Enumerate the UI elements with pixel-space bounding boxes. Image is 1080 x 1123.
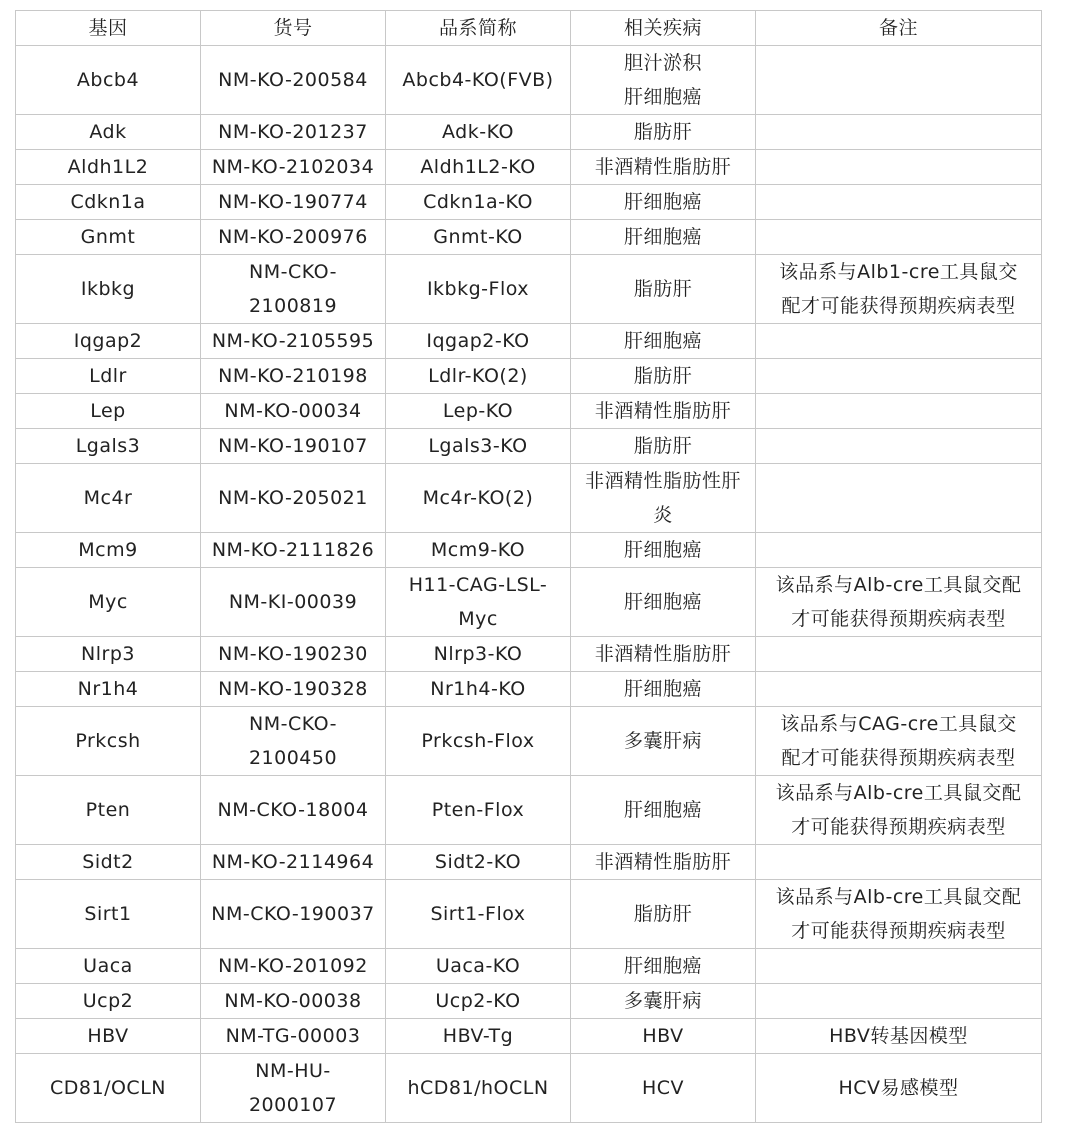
cell-gene: Iqgap2 [16, 324, 201, 359]
cell-gene: Aldh1L2 [16, 150, 201, 185]
cell-catalog: NM-KO-2105595 [201, 324, 386, 359]
table-row [16, 776, 1042, 845]
cell-catalog: NM-KO-200584 [201, 46, 386, 115]
cell-catalog: NM-KO-210198 [201, 359, 386, 394]
cell-strain: Lep-KO [386, 394, 571, 429]
table-body [16, 46, 1042, 1123]
cell-catalog: NM-KO-00034 [201, 394, 386, 429]
cell-catalog: NM-KO-190230 [201, 637, 386, 672]
cell-catalog: NM-HU- 2000107 [201, 1054, 386, 1123]
cell-note: HCV易感模型 [756, 1054, 1042, 1123]
cell-disease: HCV [571, 1054, 756, 1123]
cell-strain: Sirt1-Flox [386, 880, 571, 949]
cell-catalog: NM-KO-2111826 [201, 533, 386, 568]
cell-strain: Mcm9-KO [386, 533, 571, 568]
cell-gene: Gnmt [16, 220, 201, 255]
header-catalog: 货号 [201, 11, 386, 46]
cell-disease: 非酒精性脂肪肝 [571, 394, 756, 429]
cell-note: 该品系与Alb-cre工具鼠交配 才可能获得预期疾病表型 [756, 568, 1042, 637]
cell-catalog: NM-KO-2102034 [201, 150, 386, 185]
cell-note [756, 115, 1042, 150]
table-row [16, 150, 1042, 185]
cell-gene: Ucp2 [16, 984, 201, 1019]
cell-strain: Uaca-KO [386, 949, 571, 984]
table-row [16, 324, 1042, 359]
cell-strain: Cdkn1a-KO [386, 185, 571, 220]
cell-gene: HBV [16, 1019, 201, 1054]
cell-note [756, 637, 1042, 672]
table-row [16, 359, 1042, 394]
cell-disease: 多囊肝病 [571, 707, 756, 776]
cell-catalog: NM-KO-190328 [201, 672, 386, 707]
cell-note [756, 949, 1042, 984]
cell-strain: Ikbkg-Flox [386, 255, 571, 324]
cell-disease: 非酒精性脂肪肝 [571, 637, 756, 672]
cell-note: HBV转基因模型 [756, 1019, 1042, 1054]
cell-gene: Lep [16, 394, 201, 429]
cell-catalog: NM-CKO- 2100450 [201, 707, 386, 776]
cell-disease: 多囊肝病 [571, 984, 756, 1019]
cell-catalog: NM-KO-190107 [201, 429, 386, 464]
cell-disease: 脂肪肝 [571, 880, 756, 949]
cell-catalog: NM-CKO-18004 [201, 776, 386, 845]
cell-note [756, 359, 1042, 394]
cell-disease: 肝细胞癌 [571, 672, 756, 707]
cell-note: 该品系与Alb-cre工具鼠交配 才可能获得预期疾病表型 [756, 880, 1042, 949]
cell-note: 该品系与Alb1-cre工具鼠交 配才可能获得预期疾病表型 [756, 255, 1042, 324]
cell-gene: Mc4r [16, 464, 201, 533]
cell-note [756, 533, 1042, 568]
table-row [16, 845, 1042, 880]
table-row [16, 1054, 1042, 1123]
cell-note [756, 984, 1042, 1019]
header-row [16, 11, 1042, 46]
cell-gene: Adk [16, 115, 201, 150]
cell-gene: Ldlr [16, 359, 201, 394]
cell-catalog: NM-KO-200976 [201, 220, 386, 255]
cell-note [756, 464, 1042, 533]
cell-strain: Ucp2-KO [386, 984, 571, 1019]
cell-strain: Adk-KO [386, 115, 571, 150]
table-row [16, 394, 1042, 429]
header-disease: 相关疾病 [571, 11, 756, 46]
cell-catalog: NM-KO-201092 [201, 949, 386, 984]
table-row [16, 672, 1042, 707]
cell-strain: Lgals3-KO [386, 429, 571, 464]
table-row [16, 464, 1042, 533]
cell-disease: 肝细胞癌 [571, 949, 756, 984]
cell-gene: Abcb4 [16, 46, 201, 115]
cell-gene: Myc [16, 568, 201, 637]
cell-gene: Sirt1 [16, 880, 201, 949]
cell-catalog: NM-KI-00039 [201, 568, 386, 637]
cell-catalog: NM-KO-2114964 [201, 845, 386, 880]
cell-disease: 肝细胞癌 [571, 185, 756, 220]
table-row [16, 533, 1042, 568]
cell-strain: HBV-Tg [386, 1019, 571, 1054]
cell-note [756, 845, 1042, 880]
cell-disease: 脂肪肝 [571, 429, 756, 464]
cell-catalog: NM-KO-190774 [201, 185, 386, 220]
cell-gene: Nlrp3 [16, 637, 201, 672]
cell-gene: Prkcsh [16, 707, 201, 776]
table-row [16, 568, 1042, 637]
cell-disease: 肝细胞癌 [571, 324, 756, 359]
cell-note [756, 185, 1042, 220]
cell-disease: 非酒精性脂肪肝 [571, 150, 756, 185]
table-row [16, 255, 1042, 324]
mouse-model-table [15, 10, 1042, 1123]
cell-disease: 脂肪肝 [571, 115, 756, 150]
table-row [16, 880, 1042, 949]
table-row [16, 984, 1042, 1019]
cell-catalog: NM-CKO-190037 [201, 880, 386, 949]
cell-gene: Cdkn1a [16, 185, 201, 220]
cell-gene: Pten [16, 776, 201, 845]
cell-gene: Ikbkg [16, 255, 201, 324]
cell-strain: Prkcsh-Flox [386, 707, 571, 776]
cell-catalog: NM-CKO- 2100819 [201, 255, 386, 324]
cell-catalog: NM-TG-00003 [201, 1019, 386, 1054]
header-gene: 基因 [16, 11, 201, 46]
cell-strain: Nr1h4-KO [386, 672, 571, 707]
cell-disease: 胆汁淤积 肝细胞癌 [571, 46, 756, 115]
cell-disease: 肝细胞癌 [571, 533, 756, 568]
cell-disease: 肝细胞癌 [571, 776, 756, 845]
cell-note: 该品系与CAG-cre工具鼠交 配才可能获得预期疾病表型 [756, 707, 1042, 776]
cell-strain: Nlrp3-KO [386, 637, 571, 672]
cell-disease: 非酒精性脂肪肝 [571, 845, 756, 880]
table-row [16, 429, 1042, 464]
cell-disease: 脂肪肝 [571, 359, 756, 394]
table-row [16, 1019, 1042, 1054]
cell-disease: 肝细胞癌 [571, 220, 756, 255]
cell-gene: Lgals3 [16, 429, 201, 464]
cell-note [756, 46, 1042, 115]
cell-note [756, 220, 1042, 255]
table-row [16, 220, 1042, 255]
cell-catalog: NM-KO-201237 [201, 115, 386, 150]
cell-gene: Uaca [16, 949, 201, 984]
cell-strain: H11-CAG-LSL- Myc [386, 568, 571, 637]
cell-strain: Abcb4-KO(FVB) [386, 46, 571, 115]
cell-strain: Aldh1L2-KO [386, 150, 571, 185]
table-row [16, 707, 1042, 776]
table-row [16, 115, 1042, 150]
cell-note [756, 394, 1042, 429]
cell-note [756, 150, 1042, 185]
table-row [16, 185, 1042, 220]
cell-disease: 肝细胞癌 [571, 568, 756, 637]
table-row [16, 637, 1042, 672]
cell-gene: Sidt2 [16, 845, 201, 880]
cell-disease: 非酒精性脂肪性肝 炎 [571, 464, 756, 533]
cell-strain: Ldlr-KO(2) [386, 359, 571, 394]
cell-strain: Gnmt-KO [386, 220, 571, 255]
cell-strain: Iqgap2-KO [386, 324, 571, 359]
cell-strain: Sidt2-KO [386, 845, 571, 880]
cell-catalog: NM-KO-205021 [201, 464, 386, 533]
header-strain: 品系简称 [386, 11, 571, 46]
cell-gene: Nr1h4 [16, 672, 201, 707]
cell-catalog: NM-KO-00038 [201, 984, 386, 1019]
cell-gene: CD81/OCLN [16, 1054, 201, 1123]
cell-disease: 脂肪肝 [571, 255, 756, 324]
cell-strain: Mc4r-KO(2) [386, 464, 571, 533]
cell-gene: Mcm9 [16, 533, 201, 568]
cell-note: 该品系与Alb-cre工具鼠交配 才可能获得预期疾病表型 [756, 776, 1042, 845]
cell-disease: HBV [571, 1019, 756, 1054]
table-row [16, 949, 1042, 984]
cell-strain: hCD81/hOCLN [386, 1054, 571, 1123]
table-row [16, 46, 1042, 115]
cell-note [756, 672, 1042, 707]
header-note: 备注 [756, 11, 1042, 46]
cell-note [756, 429, 1042, 464]
cell-note [756, 324, 1042, 359]
cell-strain: Pten-Flox [386, 776, 571, 845]
